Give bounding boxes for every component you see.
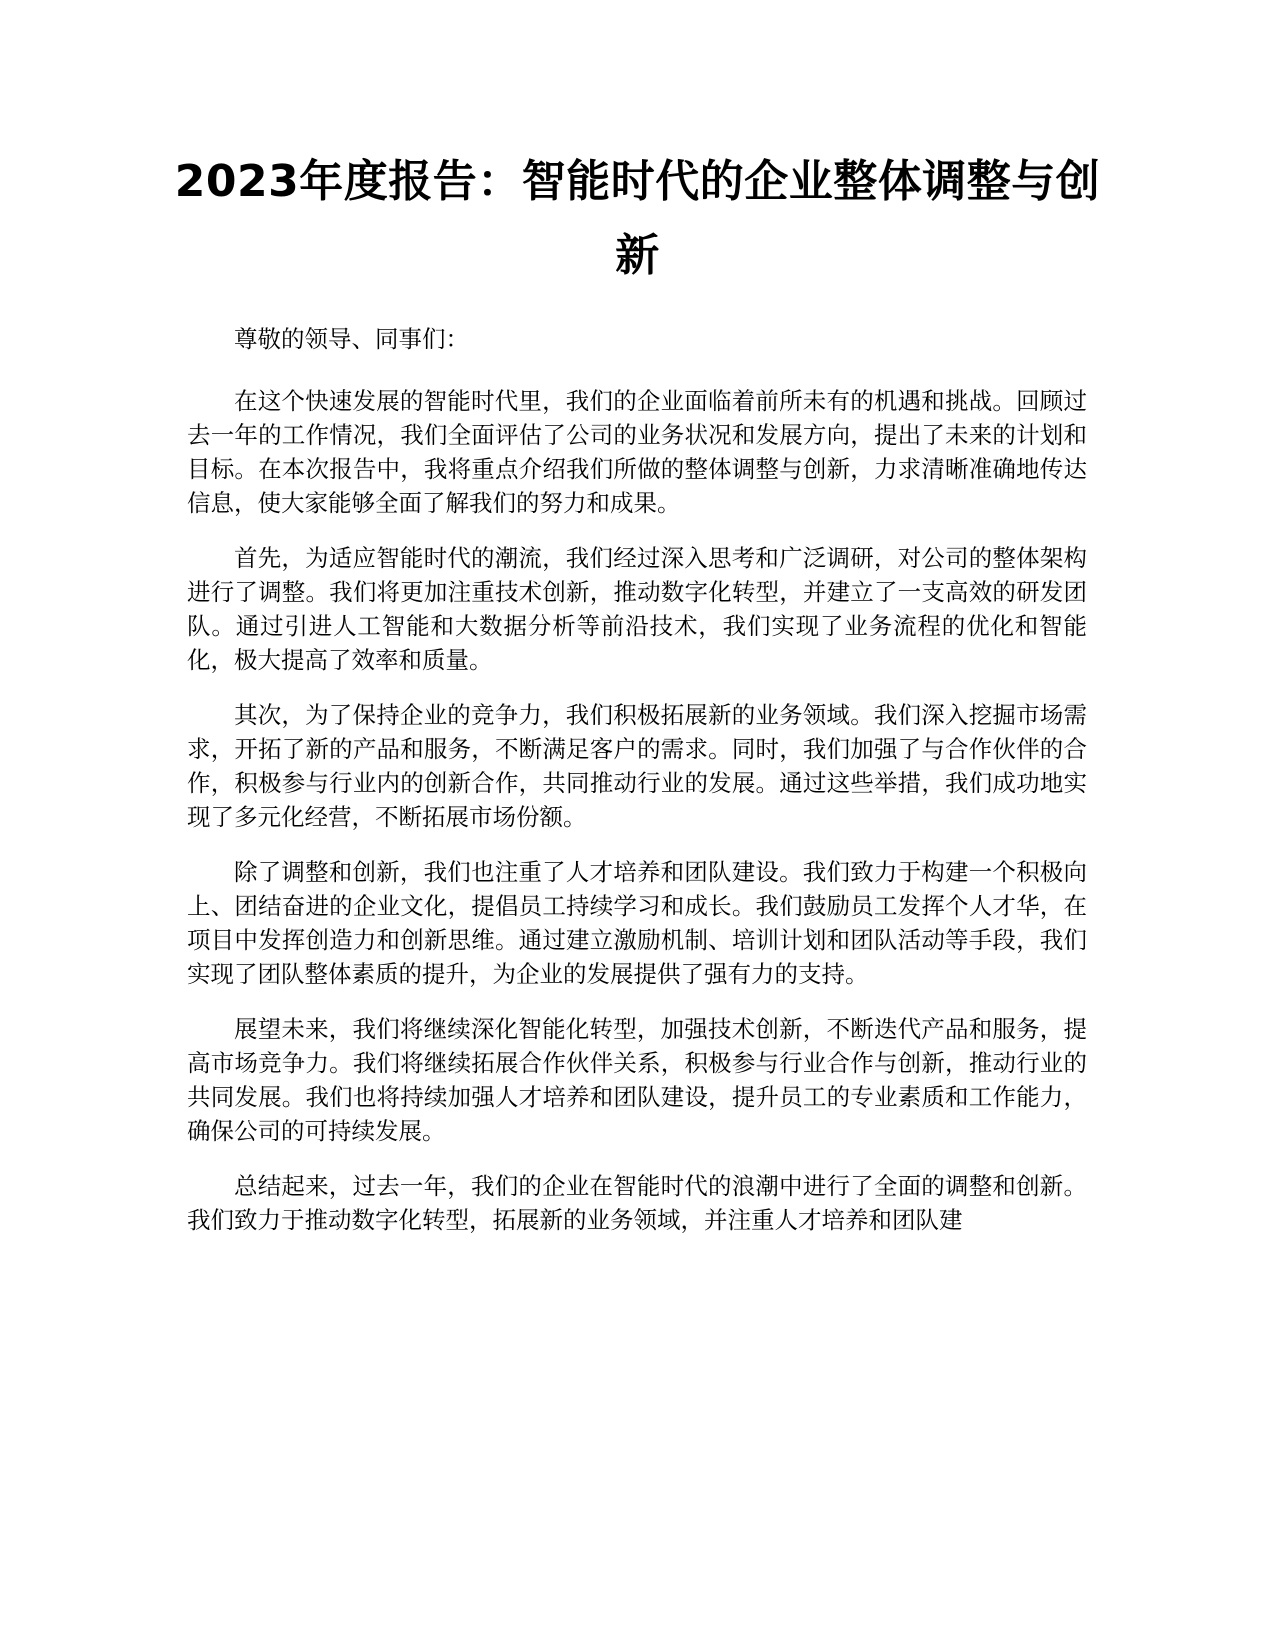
paragraph-outlook: 展望未来，我们将继续深化智能化转型，加强技术创新，不断迭代产品和服务，提高市场竞争力。我们将继续拓展合作伙伴关系，积极参与行业合作与创新，推动行业的共同发展。我们也将持续加强人才培养和团队建设，提升员工的专业素质和工作能力，确保公司的可持续发展。 xyxy=(187,1015,1087,1145)
salutation: 尊敬的领导、同事们： xyxy=(234,325,469,353)
paragraph-talent-team: 除了调整和创新，我们也注重了人才培养和团队建设。我们致力于构建一个积极向上、团结奋进的企业文化，提倡员工持续学习和成长。我们鼓励员工发挥个人才华，在项目中发挥创造力和创新思维。通过建立激励机制、培训计划和团队活动等手段，我们实现了团队整体素质的提升，为企业的发展提供了强有力的支持。 xyxy=(187,858,1087,988)
document-body xyxy=(187,322,1087,1258)
paragraph-restructuring: 首先，为适应智能时代的潮流，我们经过深入思考和广泛调研，对公司的整体架构进行了调整。我们将更加注重技术创新，推动数字化转型，并建立了一支高效的研发团队。通过引进人工智能和大数据分析等前沿技术，我们实现了业务流程的优化和智能化，极大提高了效率和质量。 xyxy=(187,544,1087,674)
paragraph-summary: 总结起来，过去一年，我们的企业在智能时代的浪潮中进行了全面的调整和创新。我们致力于推动数字化转型，拓展新的业务领域，并注重人才培养和团队建 xyxy=(187,1172,1087,1234)
paragraph-intro: 在这个快速发展的智能时代里，我们的企业面临着前所未有的机遇和挑战。回顾过去一年的工作情况，我们全面评估了公司的业务状况和发展方向，提出了未来的计划和目标。在本次报告中，我将重点介绍我们所做的整体调整与创新，力求清晰准确地传达信息，使大家能够全面了解我们的努力和成果。 xyxy=(187,387,1087,517)
paragraph-business-expansion: 其次，为了保持企业的竞争力，我们积极拓展新的业务领域。我们深入挖掘市场需求，开拓了新的产品和服务，不断满足客户的需求。同时，我们加强了与合作伙伴的合作，积极参与行业内的创新合作，共同推动行业的发展。通过这些举措，我们成功地实现了多元化经营，不断拓展市场份额。 xyxy=(187,701,1087,831)
document-title: 2023年度报告：智能时代的企业整体调整与创新 xyxy=(174,156,1101,281)
